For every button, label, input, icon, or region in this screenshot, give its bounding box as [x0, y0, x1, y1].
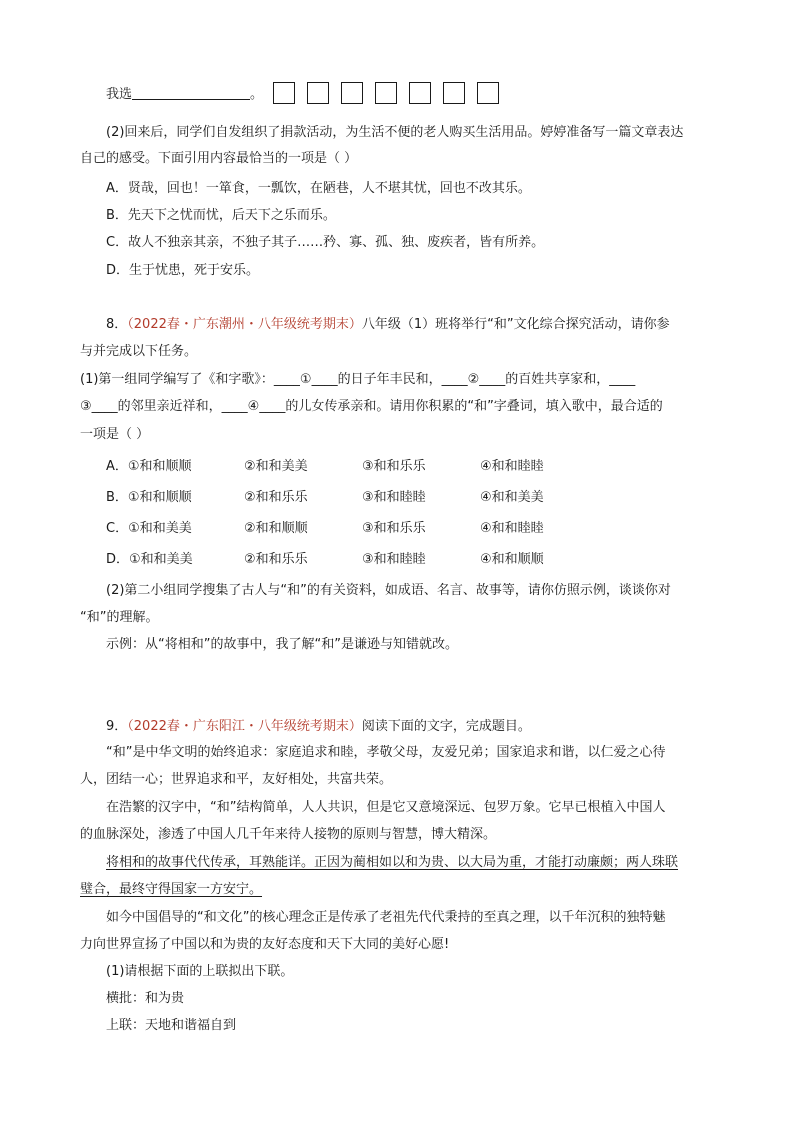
q8-blank-4: ____④____	[221, 399, 286, 414]
q7-option-b: B．先天下之忧而忧，后天下之乐而乐。	[106, 208, 336, 223]
q8-option-a-4: ④和和睦睦	[480, 459, 544, 474]
q8-option-b-1: B．①和和顺顺	[106, 490, 192, 505]
q8-sub1-line2	[80, 398, 663, 416]
q9-shanglian: 上联：天地和谐福自到	[106, 1018, 237, 1033]
q8-option-d-2: ②和和乐乐	[244, 552, 308, 567]
q8-option-b	[106, 489, 598, 507]
q8-option-c-3: ③和和乐乐	[362, 521, 426, 536]
answer-box[interactable]	[443, 82, 465, 104]
answer-box[interactable]	[409, 82, 431, 104]
q9-number: 9．	[106, 719, 128, 734]
answer-box[interactable]	[477, 82, 499, 104]
q8-number: 8．	[106, 317, 128, 332]
q9-paragraph-4: 如今中国倡导的“和文化”的核心理念正是传承了老祖先代代秉持的至真之理，以千年沉积的独特魅	[106, 910, 666, 925]
q9-source: （2022春・广东阳江・八年级统考期末）	[127, 719, 362, 734]
q8-option-c-1: C．①和和美美	[106, 521, 192, 536]
q8-option-a-1: A．①和和顺顺	[106, 459, 192, 474]
q9-paragraph-3-underlined: 将相和的故事代代传承，耳熟能详。正因为蔺相如以和为贵、以大局为重，才能打动廉颇；两人珠联	[106, 855, 679, 870]
q8-sub1-a: (1)第一组同学编写了《和字歌》：	[80, 372, 274, 387]
q8-blank-3-start: ____	[609, 372, 636, 387]
q9-hengpi: 横批：和为贵	[106, 991, 185, 1006]
choose-label: 我选	[106, 87, 133, 102]
answer-boxes	[273, 87, 511, 102]
choose-blank[interactable]	[132, 85, 250, 100]
q8-option-d-1: D．①和和美美	[106, 552, 193, 567]
q8-stem: 八年级（1）班将举行“和”文化综合探究活动，请你参	[361, 317, 670, 332]
q8-sub1-b: 的日子年丰民和，	[337, 372, 442, 387]
q8-example: 示例：从“将相和”的故事中，我了解“和”是谦逊与知错就改。	[106, 637, 458, 652]
q8-option-b-2: ②和和乐乐	[244, 490, 308, 505]
q8-sub1-f: 一项是（ ）	[80, 427, 150, 442]
q9-paragraph-2: 在浩繁的汉字中，“和”结构简单，人人共识，但是它又意境深远、包罗万象。它早已根植入中国人	[106, 800, 666, 815]
q8-sub1-e: 的儿女传承亲和。请用你积累的“和”字叠词，填入歌中，最合适的	[285, 399, 663, 414]
q8-sub2-cont: “和”的理解。	[80, 610, 159, 625]
q7-option-c: C．故人不独亲其亲，不独子其子……矜、寡、孤、独、废疾者，皆有所养。	[106, 235, 545, 250]
q8-heading	[106, 316, 670, 334]
q8-sub2: (2)第二小组同学搜集了古人与“和”的有关资料，如成语、名言、故事等，请你仿照示例，谈谈你对	[106, 583, 671, 598]
q9-sub1: (1)请根据下面的上联拟出下联。	[106, 964, 294, 979]
q8-option-a	[106, 458, 598, 476]
q8-option-a-3: ③和和乐乐	[362, 459, 426, 474]
q8-option-d-3: ③和和睦睦	[362, 552, 426, 567]
q7-option-d: D．生于忧患，死于安乐。	[106, 263, 260, 278]
q9-heading	[106, 718, 531, 736]
q8-option-c-4: ④和和睦睦	[480, 521, 544, 536]
q9-stem: 阅读下面的文字，完成题目。	[361, 719, 531, 734]
q8-blank-2: ____②____	[441, 372, 506, 387]
choose-line	[106, 82, 511, 100]
answer-box[interactable]	[341, 82, 363, 104]
q7-sub2: (2)回来后，同学们自发组织了捐款活动，为生活不便的老人购买生活用品。婷婷准备写一篇文章表达	[106, 125, 684, 140]
answer-box[interactable]	[375, 82, 397, 104]
q7-option-a: A．贤哉，回也！一箪食，一瓢饮，在陋巷，人不堪其忧，回也不改其乐。	[106, 181, 531, 196]
q8-option-c	[106, 520, 598, 538]
q8-option-b-3: ③和和睦睦	[362, 490, 426, 505]
q9-paragraph-3-cont-underlined: 璧合，最终守得国家一方安宁。	[80, 882, 263, 897]
q8-option-d	[106, 551, 598, 569]
q8-sub1-c: 的百姓共享家和，	[505, 372, 610, 387]
q8-option-c-2: ②和和顺顺	[244, 521, 308, 536]
q7-sub2-cont: 自己的感受。下面引用内容最恰当的一项是（ ）	[80, 151, 358, 166]
choose-end: 。	[250, 87, 264, 102]
q8-source: （2022春・广东潮州・八年级统考期末）	[127, 317, 362, 332]
q9-paragraph-1-cont: 人，团结一心；世界追求和平，友好相处，共富共荣。	[80, 772, 393, 787]
q8-blank-1: ____①____	[273, 372, 338, 387]
q9-paragraph-1: “和”是中华文明的始终追求：家庭追求和睦，孝敬父母，友爱兄弟；国家追求和谐，以仁爱之心待	[106, 745, 666, 760]
q9-paragraph-2-cont: 的血脉深处，渗透了中国人几千年来待人接物的原则与智慧，博大精深。	[80, 827, 497, 842]
q8-sub1-d: 的邻里亲近祥和，	[117, 399, 222, 414]
q9-paragraph-4-cont: 力向世界宣扬了中国以和为贵的友好态度和天下大同的美好心愿!	[80, 937, 450, 952]
q8-blank-3-end: ③____	[80, 399, 118, 414]
answer-box[interactable]	[307, 82, 329, 104]
q8-stem-cont: 与并完成以下任务。	[80, 344, 198, 359]
q8-option-b-4: ④和和美美	[480, 490, 544, 505]
answer-box[interactable]	[273, 82, 295, 104]
q8-sub1-line1	[80, 371, 635, 389]
q8-option-d-4: ④和和顺顺	[480, 552, 544, 567]
q8-option-a-2: ②和和美美	[244, 459, 308, 474]
